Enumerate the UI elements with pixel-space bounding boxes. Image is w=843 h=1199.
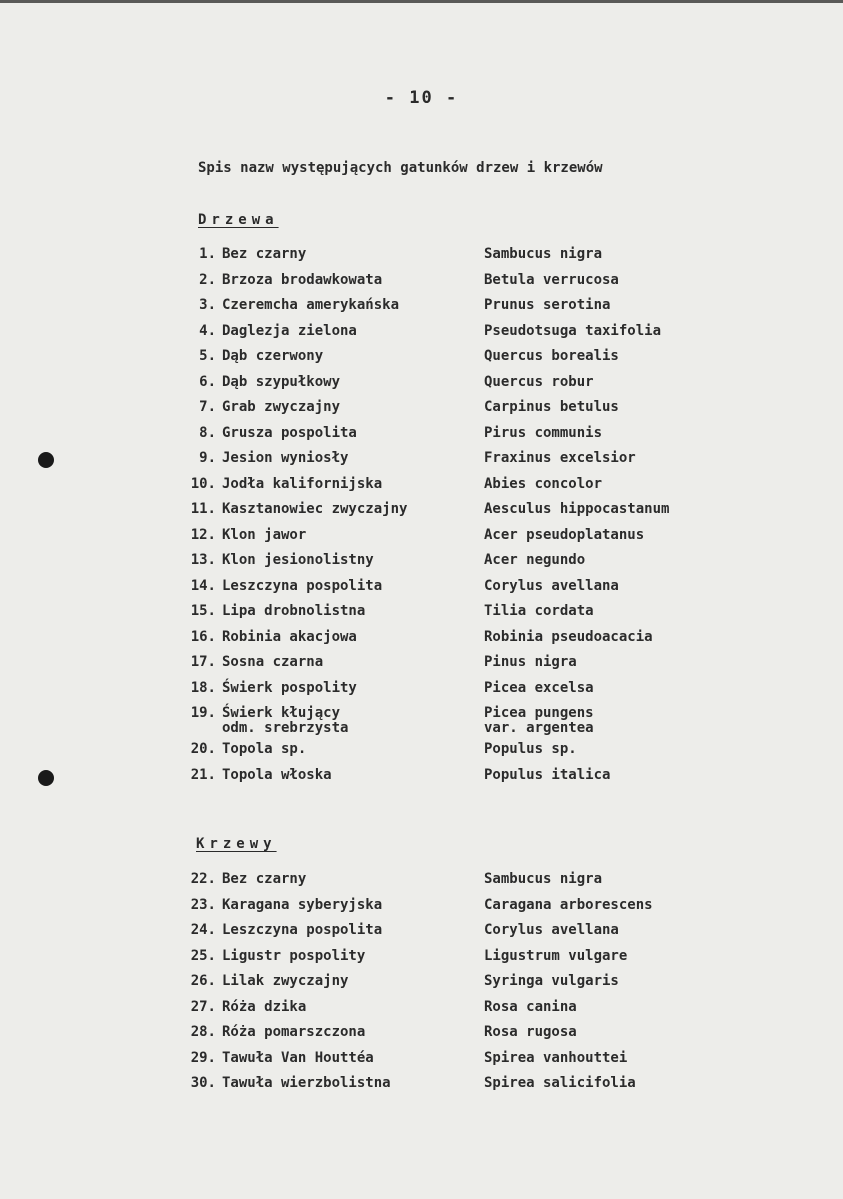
document-title: Spis nazw występujących gatunków drzew i krzewów bbox=[198, 160, 603, 176]
item-number: 18. bbox=[190, 679, 216, 696]
item-number: 20. bbox=[190, 741, 216, 757]
polish-name: Klon jesionolistny bbox=[222, 552, 374, 568]
latin-name: Sambucus nigra bbox=[484, 871, 603, 887]
list-item bbox=[0, 349, 843, 364]
polish-name: Kasztanowiec zwyczajny bbox=[222, 501, 408, 517]
list-item bbox=[0, 742, 843, 757]
item-number: 2. bbox=[199, 271, 216, 288]
polish-name: Klon jawor bbox=[222, 526, 307, 543]
item-number: 1. bbox=[199, 246, 216, 262]
latin-name: Picea pungens var. argentea bbox=[484, 705, 594, 736]
list-item bbox=[0, 923, 843, 938]
latin-name: Pinus nigra bbox=[484, 654, 577, 670]
latin-name: Quercus borealis bbox=[484, 348, 619, 364]
latin-name: Pseudotsuga taxifolia bbox=[484, 322, 662, 339]
item-number: 22. bbox=[190, 871, 216, 887]
polish-name: Dąb czerwony bbox=[222, 348, 324, 364]
polish-name: Topola sp. bbox=[222, 741, 307, 757]
list-item bbox=[0, 324, 843, 339]
polish-name: Jesion wyniosły bbox=[222, 450, 349, 466]
polish-name: Leszczyna pospolita bbox=[222, 922, 383, 938]
polish-name: Daglezja zielona bbox=[222, 322, 357, 339]
latin-name: Sambucus nigra bbox=[484, 246, 603, 262]
latin-name: Tilia cordata bbox=[484, 603, 594, 619]
section-heading-trees: Drzewa bbox=[198, 212, 279, 228]
item-number: 27. bbox=[190, 998, 216, 1015]
latin-name: Syringa vulgaris bbox=[484, 973, 619, 989]
polish-name: Tawuła Van Houttéa bbox=[222, 1049, 374, 1066]
polish-name: Lipa drobnolistna bbox=[222, 603, 366, 619]
item-number: 6. bbox=[199, 373, 216, 390]
list-item bbox=[0, 502, 843, 517]
item-number: 17. bbox=[190, 654, 216, 670]
polish-name: Bez czarny bbox=[222, 871, 307, 887]
item-number: 19. bbox=[190, 705, 216, 721]
list-item bbox=[0, 298, 843, 313]
item-number: 24. bbox=[190, 922, 216, 938]
item-number: 23. bbox=[190, 896, 216, 913]
polish-name: Sosna czarna bbox=[222, 654, 324, 670]
item-number: 29. bbox=[190, 1049, 216, 1066]
latin-name: Prunus serotina bbox=[484, 297, 611, 313]
list-item bbox=[0, 375, 843, 390]
list-item bbox=[0, 898, 843, 913]
item-number: 30. bbox=[190, 1075, 216, 1091]
polish-name: Topola włoska bbox=[222, 766, 332, 783]
list-item bbox=[0, 768, 843, 783]
list-item bbox=[0, 477, 843, 492]
polish-name: Róża dzika bbox=[222, 998, 307, 1015]
latin-name: Acer pseudoplatanus bbox=[484, 526, 645, 543]
section-heading-shrubs: Krzewy bbox=[196, 836, 277, 852]
list-item bbox=[0, 706, 843, 736]
latin-name: Corylus avellana bbox=[484, 922, 619, 938]
item-number: 14. bbox=[190, 577, 216, 594]
list-item bbox=[0, 579, 843, 594]
item-number: 15. bbox=[190, 603, 216, 619]
list-item bbox=[0, 630, 843, 645]
list-item bbox=[0, 553, 843, 568]
list-item bbox=[0, 949, 843, 964]
item-number: 9. bbox=[199, 450, 216, 466]
punch-hole bbox=[38, 452, 54, 468]
polish-name: Świerk pospolity bbox=[222, 679, 357, 696]
trees-list bbox=[0, 247, 843, 793]
latin-name: Rosa rugosa bbox=[484, 1024, 577, 1040]
item-number: 25. bbox=[190, 947, 216, 964]
latin-name: Quercus robur bbox=[484, 373, 594, 390]
page-number: - 10 - bbox=[384, 88, 459, 108]
polish-name: Leszczyna pospolita bbox=[222, 577, 383, 594]
polish-name: Lilak zwyczajny bbox=[222, 973, 349, 989]
polish-name: Grab zwyczajny bbox=[222, 399, 341, 415]
item-number: 7. bbox=[199, 399, 216, 415]
item-number: 8. bbox=[199, 424, 216, 441]
latin-name: Aesculus hippocastanum bbox=[484, 501, 670, 517]
latin-name: Robinia pseudoacacia bbox=[484, 628, 653, 645]
item-number: 28. bbox=[190, 1024, 216, 1040]
item-number: 12. bbox=[190, 526, 216, 543]
polish-name: Róża pomarszczona bbox=[222, 1024, 366, 1040]
item-number: 3. bbox=[199, 297, 216, 313]
list-item bbox=[0, 655, 843, 670]
item-number: 13. bbox=[190, 552, 216, 568]
list-item bbox=[0, 974, 843, 989]
list-item bbox=[0, 273, 843, 288]
latin-name: Spirea salicifolia bbox=[484, 1075, 636, 1091]
item-number: 5. bbox=[199, 348, 216, 364]
item-number: 11. bbox=[190, 501, 216, 517]
list-item bbox=[0, 1025, 843, 1040]
polish-name: Jodła kalifornijska bbox=[222, 475, 383, 492]
polish-name: Bez czarny bbox=[222, 246, 307, 262]
polish-name: Tawuła wierzbolistna bbox=[222, 1075, 391, 1091]
latin-name: Betula verrucosa bbox=[484, 271, 619, 288]
latin-name: Caragana arborescens bbox=[484, 896, 653, 913]
punch-hole bbox=[38, 770, 54, 786]
list-item bbox=[0, 426, 843, 441]
list-item bbox=[0, 400, 843, 415]
polish-name: Czeremcha amerykańska bbox=[222, 297, 400, 313]
latin-name: Spirea vanhouttei bbox=[484, 1049, 628, 1066]
list-item bbox=[0, 1051, 843, 1066]
item-number: 26. bbox=[190, 973, 216, 989]
polish-name: Karagana syberyjska bbox=[222, 896, 383, 913]
latin-name: Carpinus betulus bbox=[484, 399, 619, 415]
list-item bbox=[0, 247, 843, 262]
list-item bbox=[0, 451, 843, 466]
latin-name: Populus sp. bbox=[484, 741, 577, 757]
polish-name: Ligustr pospolity bbox=[222, 947, 366, 964]
item-number: 21. bbox=[190, 766, 216, 783]
latin-name: Picea excelsa bbox=[484, 679, 594, 696]
list-item bbox=[0, 1000, 843, 1015]
polish-name: Świerk kłujący odm. srebrzysta bbox=[222, 705, 349, 736]
latin-name: Populus italica bbox=[484, 766, 611, 783]
latin-name: Corylus avellana bbox=[484, 577, 619, 594]
list-item bbox=[0, 681, 843, 696]
polish-name: Brzoza brodawkowata bbox=[222, 271, 383, 288]
latin-name: Pirus communis bbox=[484, 424, 603, 441]
polish-name: Dąb szypułkowy bbox=[222, 373, 341, 390]
item-number: 4. bbox=[199, 322, 216, 339]
page-top-edge bbox=[0, 0, 843, 3]
polish-name: Robinia akacjowa bbox=[222, 628, 357, 645]
list-item bbox=[0, 604, 843, 619]
latin-name: Rosa canina bbox=[484, 998, 577, 1015]
list-item bbox=[0, 872, 843, 887]
item-number: 10. bbox=[190, 475, 216, 492]
list-item bbox=[0, 1076, 843, 1091]
shrubs-list bbox=[0, 872, 843, 1102]
item-number: 16. bbox=[190, 628, 216, 645]
latin-name: Fraxinus excelsior bbox=[484, 450, 636, 466]
list-item bbox=[0, 528, 843, 543]
polish-name: Grusza pospolita bbox=[222, 424, 357, 441]
latin-name: Acer negundo bbox=[484, 552, 586, 568]
latin-name: Abies concolor bbox=[484, 475, 603, 492]
latin-name: Ligustrum vulgare bbox=[484, 947, 628, 964]
